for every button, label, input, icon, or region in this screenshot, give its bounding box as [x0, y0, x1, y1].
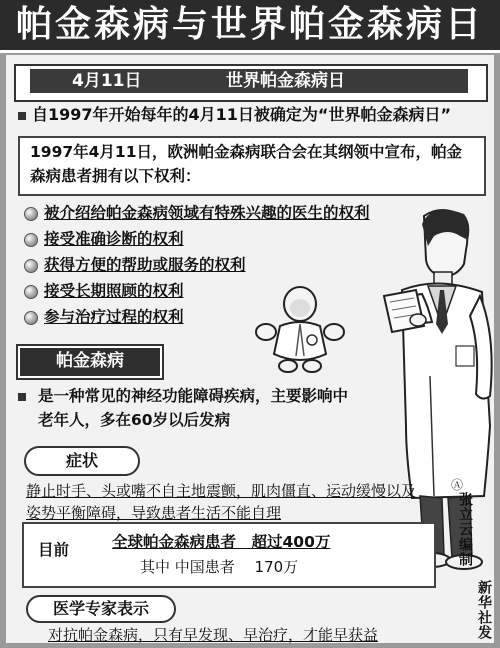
date-label: 4月11日 [72, 71, 142, 91]
credit-author: 张立云编制 [457, 492, 473, 567]
round-bullet-icon [24, 233, 38, 247]
right-item: 被介绍给帕金森病领域有特殊兴趣的医生的权利 [44, 204, 370, 222]
symptoms-header: 症状 [65, 451, 98, 470]
round-bullet-icon [24, 285, 38, 299]
right-item: 接受长期照顾的权利 [44, 282, 184, 300]
stats-china: 其中 中国患者 170万 [140, 558, 299, 576]
declaration-text: 1997年4月11日，欧洲帕金森病联合会在其纲领中宣布，帕金森病患者拥有以下权利： [30, 143, 462, 185]
parkinson-description: 是一种常见的神经功能障碍疾病，主要影响中老年人，多在60岁以后发病 [38, 387, 349, 429]
stats-label: 目前 [38, 541, 70, 559]
round-bullet-icon [24, 311, 38, 325]
symptoms-text: 静止时手、头或嘴不自主地震颤，肌肉僵直、运动缓慢以及姿势平衡障碍，导致患者生活不能自理 [26, 482, 417, 522]
square-bullet-icon [18, 393, 26, 401]
patient-figure-icon [252, 284, 348, 374]
day-name-label: 世界帕金森病日 [226, 71, 345, 91]
experts-header: 医学专家表示 [52, 599, 149, 618]
round-bullet-icon [24, 259, 38, 273]
experts-text: 对抗帕金森病，只有早发现、早治疗，才能早获益 [48, 626, 379, 644]
right-item: 获得方便的帮助或服务的权利 [44, 256, 246, 274]
parkinson-header: 帕金森病 [56, 351, 124, 371]
credit-agency: 新华社发 [476, 580, 492, 640]
square-bullet-icon [18, 112, 26, 120]
right-item: 接受准确诊断的权利 [44, 230, 184, 248]
round-bullet-icon [24, 207, 38, 221]
intro-text: 自1997年开始每年的4月11日被确定为“世界帕金森病日” [32, 105, 451, 124]
copyright-mark: Ⓐ [451, 478, 464, 492]
right-item: 参与治疗过程的权利 [44, 308, 184, 326]
page-title: 帕金森病与世界帕金森病日 [15, 4, 484, 45]
stats-global: 全球帕金森病患者 超过400万 [112, 533, 331, 551]
